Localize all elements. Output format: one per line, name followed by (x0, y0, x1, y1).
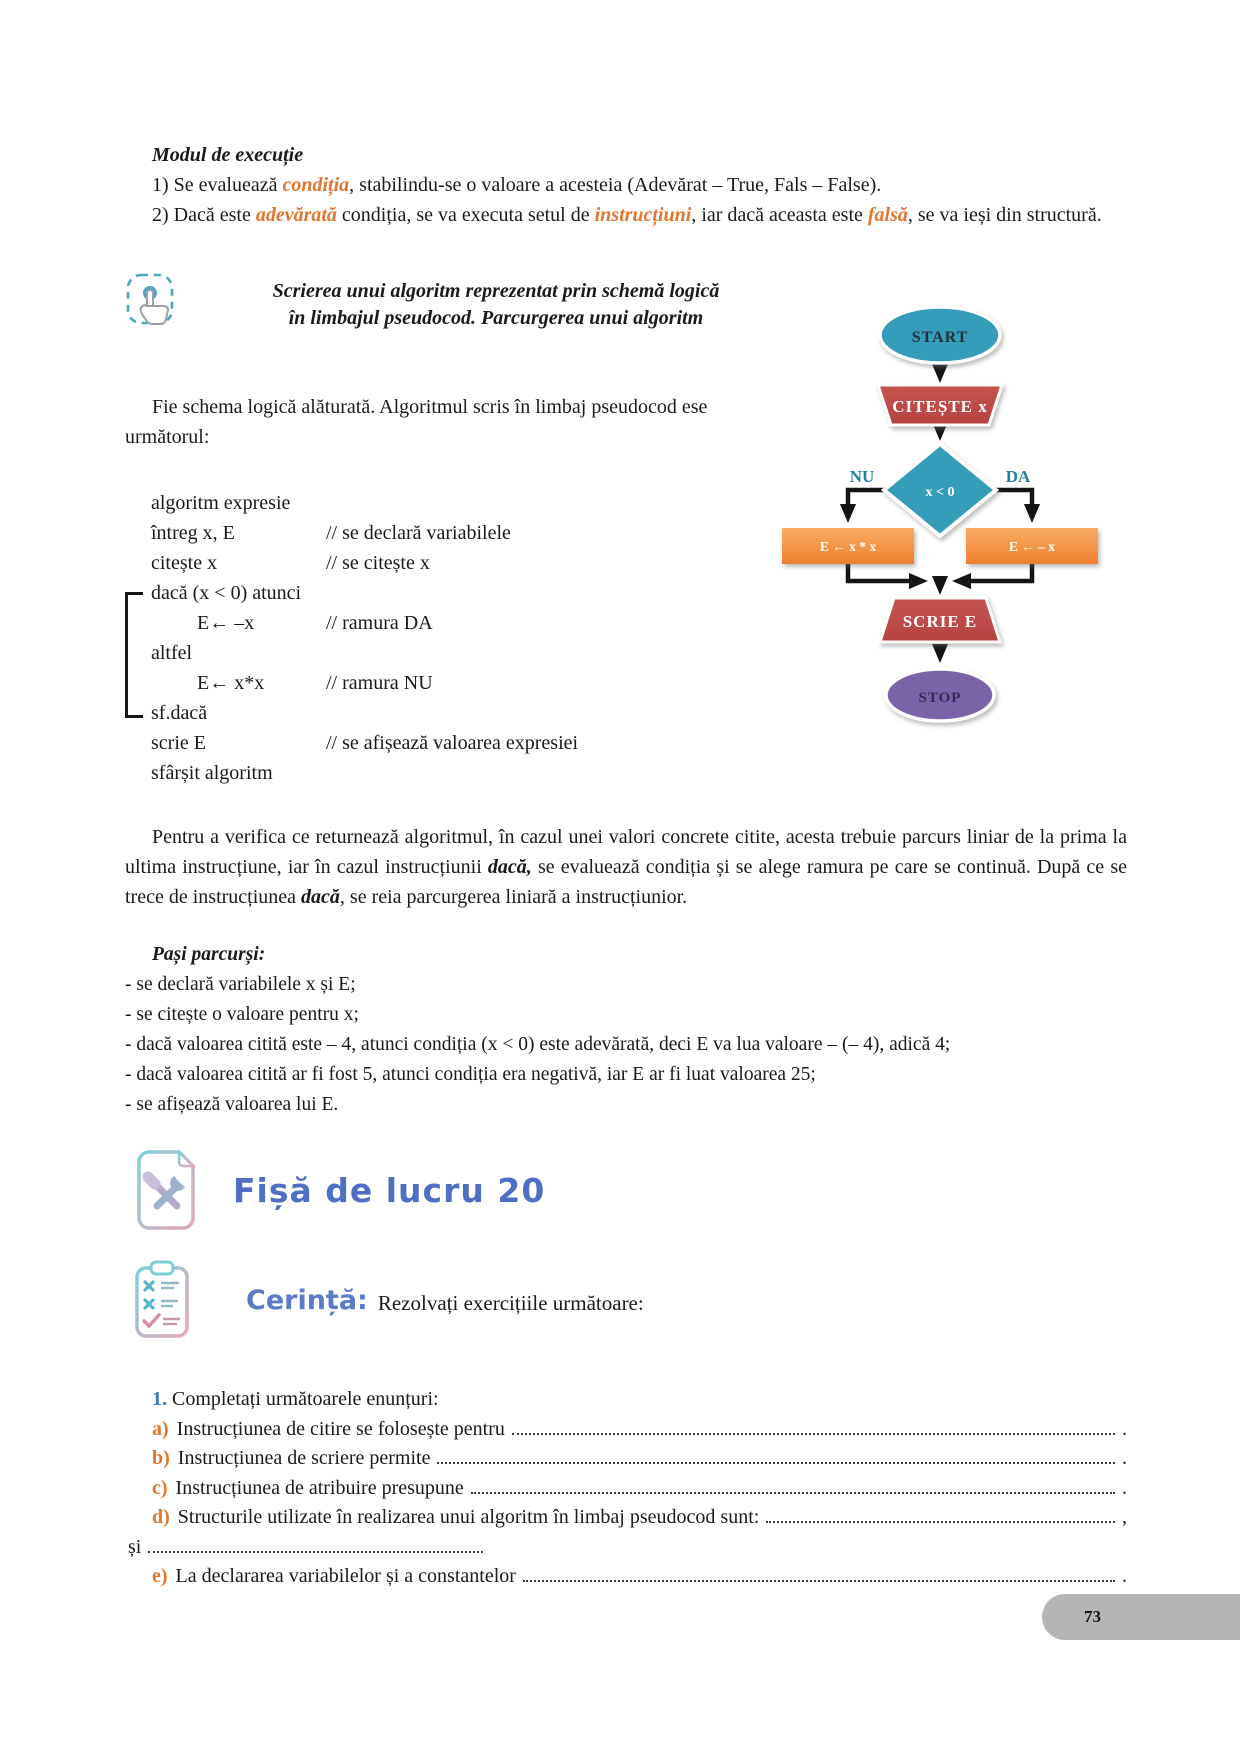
execution-mode-section (125, 140, 1123, 230)
code-comment: // ramura NU (326, 671, 433, 694)
decision-node (884, 444, 996, 536)
lesson-heading-block (125, 272, 785, 332)
exercise-1 (125, 1385, 1127, 1592)
code-line (151, 608, 751, 638)
requirement-text: Rezolvați exercițiile următoare: (377, 1290, 644, 1315)
fill-in-blank (512, 1433, 1115, 1435)
step-item: - dacă valoarea citită este – 4, atunci condiția (x < 0) este adevărată, deci E va lua valoare – (– 4), adică 4; (125, 1034, 951, 1055)
exercise-item-e (152, 1562, 1127, 1592)
exercise-number: 1. (152, 1388, 167, 1410)
read-node (878, 385, 1002, 425)
code-line (151, 698, 751, 728)
item-tail: , (1122, 1506, 1127, 1528)
exercise-item-c (152, 1474, 1127, 1504)
start-label: START (911, 329, 969, 346)
worksheet-title: Fișă de lucru 20 (233, 1170, 546, 1210)
arrow-branch-no (848, 490, 886, 517)
code-text: altfel (151, 641, 193, 664)
start-node (880, 307, 1000, 363)
exercise-item-a (152, 1415, 1127, 1445)
step2-text-3: , iar dacă aceasta este (691, 204, 868, 226)
fill-in-blank (148, 1551, 483, 1553)
worksheet-header (133, 1148, 545, 1232)
item-text: și (128, 1535, 142, 1558)
read-label: CITEȘTE x (892, 397, 988, 416)
highlight-daca-2: dacă (301, 886, 340, 908)
item-label: d) (152, 1506, 170, 1528)
item-tail: . (1122, 1417, 1127, 1440)
screwdriver-handle (148, 1177, 155, 1184)
requirement-row (133, 1260, 644, 1340)
code-text: E← –x (197, 611, 255, 634)
item-text: Instrucțiunea de citire se folosește pentru (176, 1417, 505, 1440)
code-line (151, 548, 751, 578)
code-comment: // se declară variabilele (326, 521, 511, 544)
exercise-item-b (152, 1444, 1127, 1474)
code-line (151, 518, 751, 548)
item-tail: . (1122, 1565, 1127, 1587)
code-text: scrie E (151, 731, 206, 754)
execution-step-2 (125, 200, 1123, 230)
code-line (151, 728, 751, 758)
code-text: sfârșit algoritm (151, 761, 273, 784)
execution-step-1 (125, 170, 1123, 200)
execution-mode-title: Modul de execuție (152, 144, 304, 166)
traverse-text-1: Pentru a verifica ce returnează algoritmul, în cazul unei valori concrete citite, acesta trebuie parcurs liniar de la prima la ultima instrucțiune, iar în cazul instrucțiunii (125, 826, 1127, 878)
code-text: dacă (x < 0) atunci (151, 581, 302, 604)
intro-paragraph: Fie schema logică alăturată. Algoritmul scris în limbaj pseudocod ese următorul: (125, 396, 708, 448)
step1-text-rest: , stabilindu-se o valoare a acesteia (Adevărat – True, Fals – False). (349, 174, 882, 196)
highlight-instructiuni: instrucțiuni (594, 204, 692, 226)
folded-corner (179, 1152, 193, 1166)
yes-branch-label: E ← – x (1008, 539, 1056, 554)
fill-in-blank (471, 1492, 1115, 1494)
lesson-heading-line1: Scrierea unui algoritm reprezentat prin schemă logică (272, 280, 720, 302)
item-text: Instrucțiunea de atribuire presupune (175, 1476, 464, 1499)
code-line (151, 668, 751, 698)
lesson-heading-line2: în limbajul pseudocod. Parcurgerea unui algoritm (288, 307, 704, 329)
no-branch-box (782, 528, 914, 564)
step-item: - se declară variabilele x și E; (125, 974, 356, 995)
exercise-item-d-continuation (128, 1533, 1127, 1563)
branch-yes-label: DA (1005, 467, 1031, 486)
item-text: La declararea variabilelor și a constantelor (175, 1565, 516, 1587)
item-label: c) (152, 1476, 168, 1499)
fill-in-blank (523, 1580, 1115, 1582)
exercise-item-d (152, 1503, 1127, 1533)
code-text: citește x (151, 551, 218, 574)
fill-in-blank (437, 1462, 1115, 1464)
palm (141, 305, 168, 324)
code-line (151, 578, 751, 608)
highlight-daca-1: dacă, (487, 856, 532, 878)
flowchart (690, 285, 1120, 730)
item-label: e) (152, 1565, 168, 1587)
pseudocode-listing (151, 488, 751, 788)
step2-text: 2) Dacă este (152, 204, 256, 226)
traverse-paragraph (125, 822, 1127, 912)
clipboard-clip (151, 1262, 173, 1274)
stop-label: STOP (918, 690, 962, 706)
fill-in-blank (766, 1521, 1115, 1523)
item-tail: . (1122, 1476, 1127, 1499)
highlight-conditia: condiția (282, 174, 350, 196)
item-tail: . (1122, 1447, 1127, 1469)
code-text: sf.dacă (151, 701, 208, 724)
step-item: - se afișează valoarea lui E. (125, 1094, 339, 1115)
item-label: a) (152, 1417, 169, 1440)
traverse-text-3: , se reia parcurgerea liniară a instrucțiunior. (339, 886, 688, 908)
steps-section (125, 940, 1133, 1120)
code-text: întreg x, E (151, 521, 235, 544)
step1-text: 1) Se evaluează (152, 174, 283, 196)
code-comment: // se citește x (326, 551, 430, 574)
code-comment: // se afișează valoarea expresiei (326, 731, 579, 754)
hand-click-icon (125, 272, 177, 330)
item-text: Structurile utilizate în realizarea unui algoritm în limbaj pseudocod sunt: (177, 1506, 760, 1528)
code-comment: // ramura DA (326, 611, 433, 634)
write-node (880, 598, 1000, 642)
decision-label: x < 0 (925, 485, 955, 500)
if-block-bracket (125, 592, 143, 718)
item-label: b) (152, 1447, 170, 1469)
code-text: algoritm expresie (151, 491, 291, 514)
no-branch-label: E ← x * x (819, 539, 877, 554)
highlight-falsa: falsă (867, 204, 908, 226)
yes-branch-box (966, 528, 1098, 564)
arrow-merge-left (848, 564, 922, 581)
step2-text-2: condiția, se va executa setul de (336, 204, 595, 226)
code-line (151, 758, 751, 788)
arrow-branch-yes (994, 490, 1032, 517)
arrow-merge-right (958, 564, 1032, 581)
page-number: 73 (1084, 1607, 1101, 1626)
code-line (151, 638, 751, 668)
highlight-adevarata: adevărată (255, 204, 337, 226)
write-label: SCRIE E (902, 612, 978, 631)
exercise-title: Completați următoarele enunțuri: (167, 1388, 439, 1410)
step2-text-4: , se va ieși din structură. (907, 204, 1102, 226)
step-item: - dacă valoarea citită ar fi fost 5, atunci condiția era negativă, iar E ar fi luat valoarea 25; (125, 1064, 816, 1085)
steps-title: Pași parcurși: (152, 944, 266, 965)
page-number-pill (1042, 1594, 1240, 1640)
code-text: E← x*x (197, 671, 265, 694)
code-line (151, 488, 751, 518)
requirement-label: Cerință: (246, 1284, 368, 1316)
checklist-clipboard-icon (133, 1260, 191, 1340)
exercise-1-heading (152, 1385, 1127, 1415)
tools-document-icon (133, 1148, 201, 1232)
stop-node (886, 669, 994, 721)
traverse-text-2: se evaluează condiția și se alege ramura pe care se continuă. După ce se trece de instrucțiunea (125, 856, 1127, 908)
branch-no-label: NU (849, 467, 875, 486)
step-item: - se citește o valoare pentru x; (125, 1004, 359, 1025)
item-text: Instrucțiunea de scriere permite (177, 1447, 431, 1469)
